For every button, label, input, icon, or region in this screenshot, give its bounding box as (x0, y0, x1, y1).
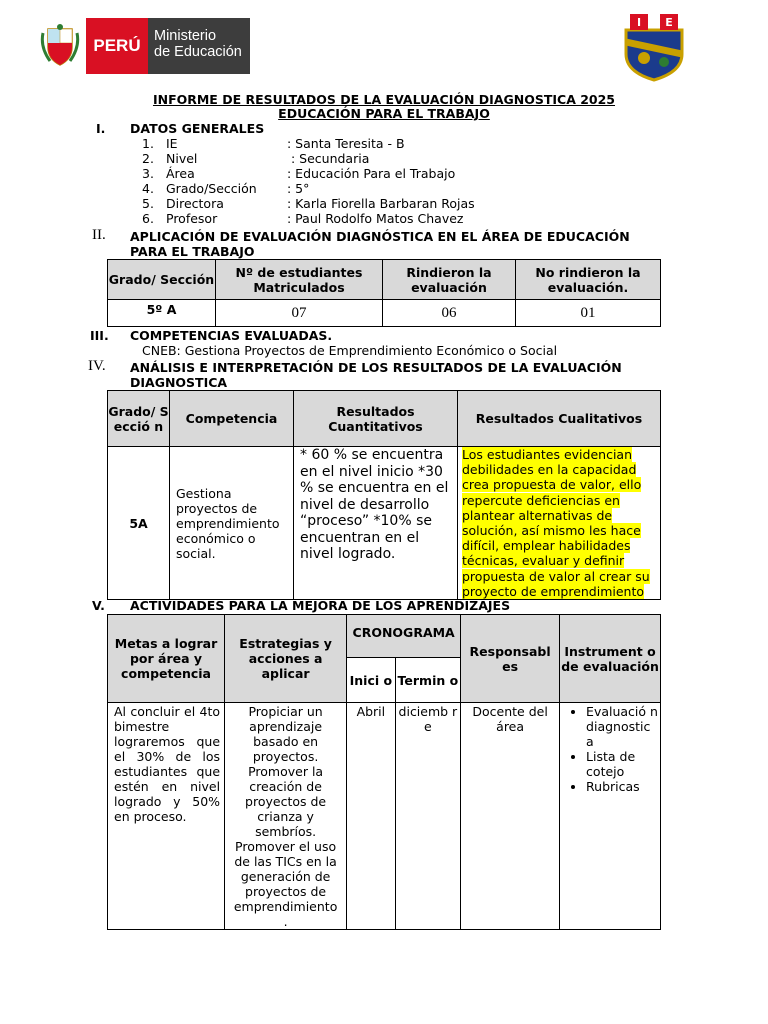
header-did-not-take: No rindieron la evaluación. (516, 260, 661, 300)
school-crest-icon (620, 12, 688, 82)
cell-grade: 5º A (108, 300, 216, 327)
section-3-heading: COMPETENCIAS EVALUADAS. (130, 328, 333, 343)
section-3-number: III. (90, 328, 109, 343)
item-label: Área (166, 166, 195, 181)
section-4-number: IV. (88, 358, 106, 374)
cell-grade: 5A (108, 447, 170, 600)
cell-responsible: Docente del área (461, 703, 560, 930)
ministry-name (148, 18, 250, 74)
section-1-number: I. (96, 121, 106, 136)
section-2-number: II. (92, 227, 106, 243)
section-2-heading-line-2: PARA EL TRABAJO (130, 244, 255, 259)
item-value: : Santa Teresita - B (287, 136, 405, 151)
header-competence: Competencia (170, 391, 294, 447)
instrument-item: • Lista de cotejo (586, 749, 660, 779)
cell-strategies: Propiciar un aprendizaje basado en proyectos. Promover la creación de proyectos de crianza y sembríos. Promover el uso de las TICs en la generación de proyectos de emprendimiento . (225, 703, 347, 930)
header-qualitative: Resultados Cualitativos (458, 391, 661, 447)
item-number: 2. (142, 151, 154, 166)
ministry-logo (38, 18, 250, 74)
section-5-heading: ACTIVIDADES PARA LA MEJORA DE LOS APRENDIZAJES (130, 598, 511, 613)
qualitative-highlight: Los estudiantes evidencian debilidades en la capacidad crea propuesta de valor, ello repercute deficiencias en plantear alternativas de solución, así mismo les hace difícil, emplear habilidades técnicas, evaluar y definir propuesta de valor al crear su proyecto de emprendimiento (462, 447, 650, 599)
header-instrument: Instrument o de evaluación (560, 615, 661, 703)
header-schedule: CRONOGRAMA (347, 615, 461, 658)
header-goals: Metas a lograr por área y competencia (108, 615, 225, 703)
header-start: Inici o (347, 658, 395, 703)
item-label: Directora (166, 196, 224, 211)
cell-competence: Gestiona proyectos de emprendimiento económico o social. (170, 447, 294, 600)
item-value: : Paul Rodolfo Matos Chavez (287, 211, 464, 226)
header-responsible: Responsabl es (461, 615, 560, 703)
crest-letter-e: E (665, 16, 673, 29)
section-2-heading-line-1: APLICACIÓN DE EVALUACIÓN DIAGNÓSTICA EN EL ÁREA DE EDUCACIÓN (130, 229, 630, 244)
instrument-item: • Rubricas (586, 779, 660, 794)
cell-did-not-take: 01 (516, 300, 661, 327)
cell-quantitative: * 60 % se encuentra en el nivel inicio *30 % se encuentra en el nivel de desarrollo “proceso” *10% se encuentran en el nivel logrado. (294, 447, 458, 600)
item-number: 4. (142, 181, 154, 196)
header-grade-section: Grado/ Secció n (108, 391, 170, 447)
ministry-line-2: de Educación (154, 44, 242, 60)
item-number: 6. (142, 211, 154, 226)
header-quantitative: Resultados Cuantitativos (294, 391, 458, 447)
cell-enrolled: 07 (216, 300, 383, 327)
ministry-line-1: Ministerio (154, 28, 217, 44)
item-label: Profesor (166, 211, 218, 226)
cell-end: diciemb re (395, 703, 461, 930)
section-5-number: V. (92, 598, 105, 613)
peru-coat-of-arms-icon (38, 18, 82, 74)
section-4-heading-line-2: DIAGNOSTICA (130, 375, 228, 390)
item-value: : Secundaria (287, 151, 370, 166)
item-value: : 5° (287, 181, 310, 196)
results-analysis-table (107, 390, 661, 600)
report-title: INFORME DE RESULTADOS DE LA EVALUACIÓN DIAGNOSTICA 2025 (152, 92, 616, 107)
peru-label: PERÚ (86, 18, 148, 74)
item-value: : Karla Fiorella Barbaran Rojas (287, 196, 475, 211)
crest-letter-i: I (636, 16, 642, 29)
item-number: 3. (142, 166, 154, 181)
cell-goals: Al concluir el 4to bimestre lograremos que el 30% de los estudiantes que estén en nivel logrado y 50% en proceso. (108, 703, 225, 930)
instrument-list (560, 704, 660, 794)
cell-qualitative (458, 447, 661, 600)
instrument-item: • Evaluació n diagnostic a (586, 704, 660, 749)
cneb-competence: CNEB: Gestiona Proyectos de Emprendimiento Económico o Social (142, 343, 558, 358)
cell-took: 06 (383, 300, 516, 327)
item-label: Nivel (166, 151, 198, 166)
header-strategies: Estrategias y acciones a aplicar (225, 615, 347, 703)
item-label: IE (166, 136, 178, 151)
header-enrolled: Nº de estudiantes Matriculados (216, 260, 383, 300)
item-label: Grado/Sección (166, 181, 257, 196)
header-grade-section: Grado/ Sección (108, 260, 216, 300)
section-1-heading: DATOS GENERALES (130, 121, 265, 136)
header-end: Termin o (395, 658, 461, 703)
cell-instruments (560, 703, 661, 930)
item-number: 1. (142, 136, 154, 151)
cell-start: Abril (347, 703, 395, 930)
item-value: : Educación Para el Trabajo (287, 166, 456, 181)
header-took-evaluation: Rindieron la evaluación (383, 260, 516, 300)
item-number: 5. (142, 196, 154, 211)
section-4-heading-line-1: ANÁLISIS E INTERPRETACIÓN DE LOS RESULTADOS DE LA EVALUACIÓN (130, 360, 622, 375)
improvement-activities-table (107, 614, 661, 930)
report-subtitle: EDUCACIÓN PARA EL TRABAJO (278, 106, 490, 121)
evaluation-application-table (107, 259, 661, 327)
